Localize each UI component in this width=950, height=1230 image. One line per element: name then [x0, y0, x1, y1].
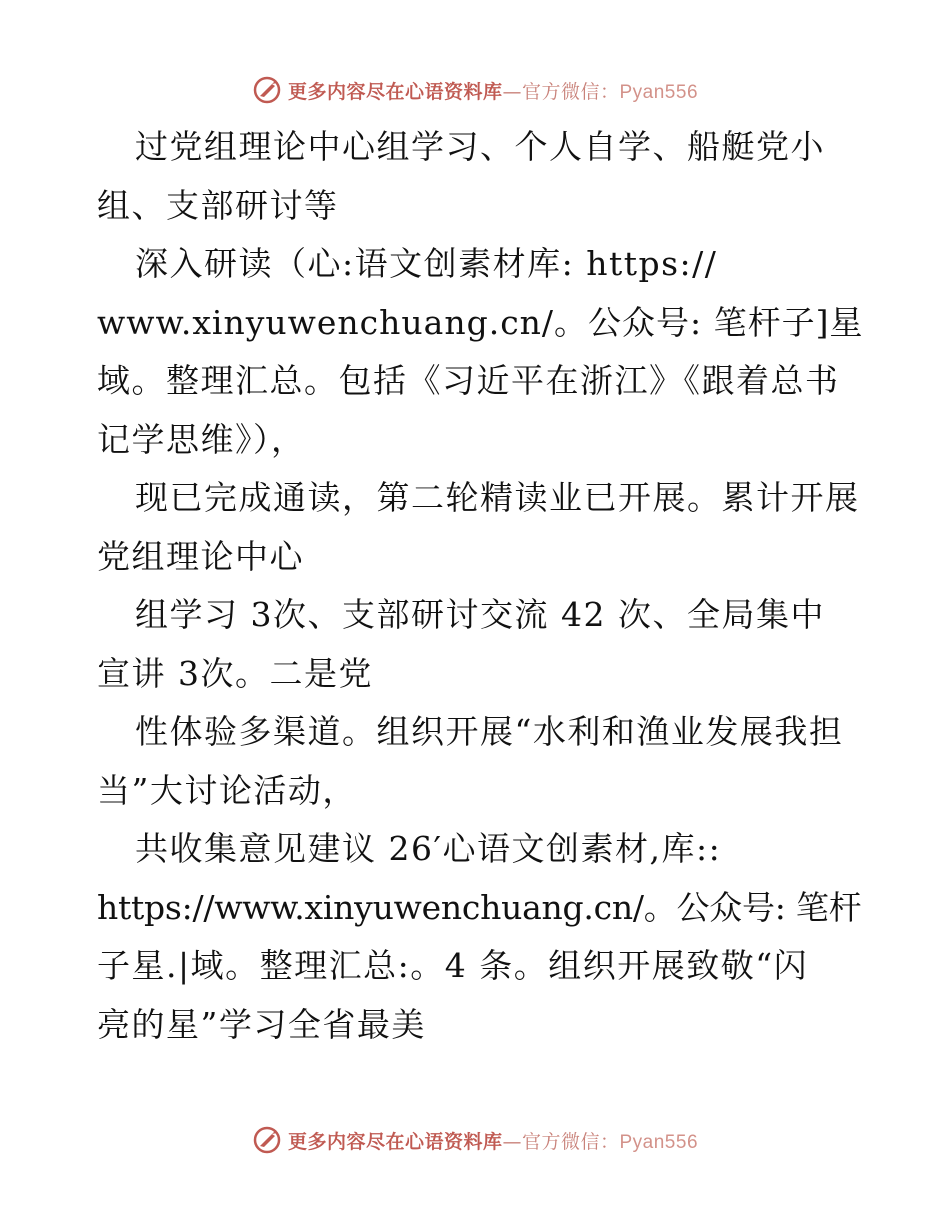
body-line: 党组理论中心 [97, 536, 304, 576]
body-line: 当”大讨论活动， [97, 770, 357, 810]
body-line: 性体验多渠道。组织开展“水利和渔业发展我担 [135, 712, 844, 751]
body-line: 子星.|域。整理汇总:。4 条。组织开展致敬“闪 [97, 946, 809, 985]
body-line: www.xinyuwenchuang.cn/。公众号: 笔杆子]星 [97, 302, 864, 342]
quill-logo-icon [252, 1125, 282, 1155]
quill-logo-icon [252, 75, 282, 105]
watermark-account: Pyan556 [619, 1131, 699, 1153]
body-line: 共收集意见建议 26′心语文创素材,库:: [135, 829, 722, 868]
watermark-label: 官方微信： [521, 80, 620, 103]
document-body [97, 118, 867, 1054]
watermark-label: 官方微信： [521, 1130, 620, 1153]
watermark-separator: — [502, 80, 522, 103]
body-line: 深入研读（心:语文创素材库: https:// [135, 244, 718, 283]
body-line: 亮的星”学习全省最美 [97, 1004, 426, 1044]
footer-watermark [0, 1125, 950, 1155]
watermark-brand: 更多内容尽在心语资料库 [287, 80, 503, 103]
body-line: 组学习 3次、支部研讨交流 42 次、全局集中 [135, 595, 825, 634]
watermark-account: Pyan556 [619, 81, 699, 103]
body-line: https://www.xinyuwenchuang.cn/。公众号: 笔杆 [97, 887, 862, 927]
watermark-text [288, 77, 698, 104]
body-line: 宣讲 3次。二是党 [97, 653, 373, 693]
body-line: 组、支部研讨等 [97, 185, 339, 225]
watermark-text [288, 1127, 698, 1154]
body-line: 现已完成通读，第二轮精读业已开展。累计开展 [135, 478, 860, 517]
watermark-brand: 更多内容尽在心语资料库 [287, 1130, 503, 1153]
body-line: 记学思维》）， [97, 419, 306, 459]
header-watermark [0, 75, 950, 105]
watermark-separator: — [502, 1130, 522, 1153]
body-line: 域。整理汇总。包括《习近平在浙江》《跟着总书 [97, 361, 840, 400]
body-line: 过党组理论中心组学习、个人自学、船艇党小 [135, 127, 825, 166]
